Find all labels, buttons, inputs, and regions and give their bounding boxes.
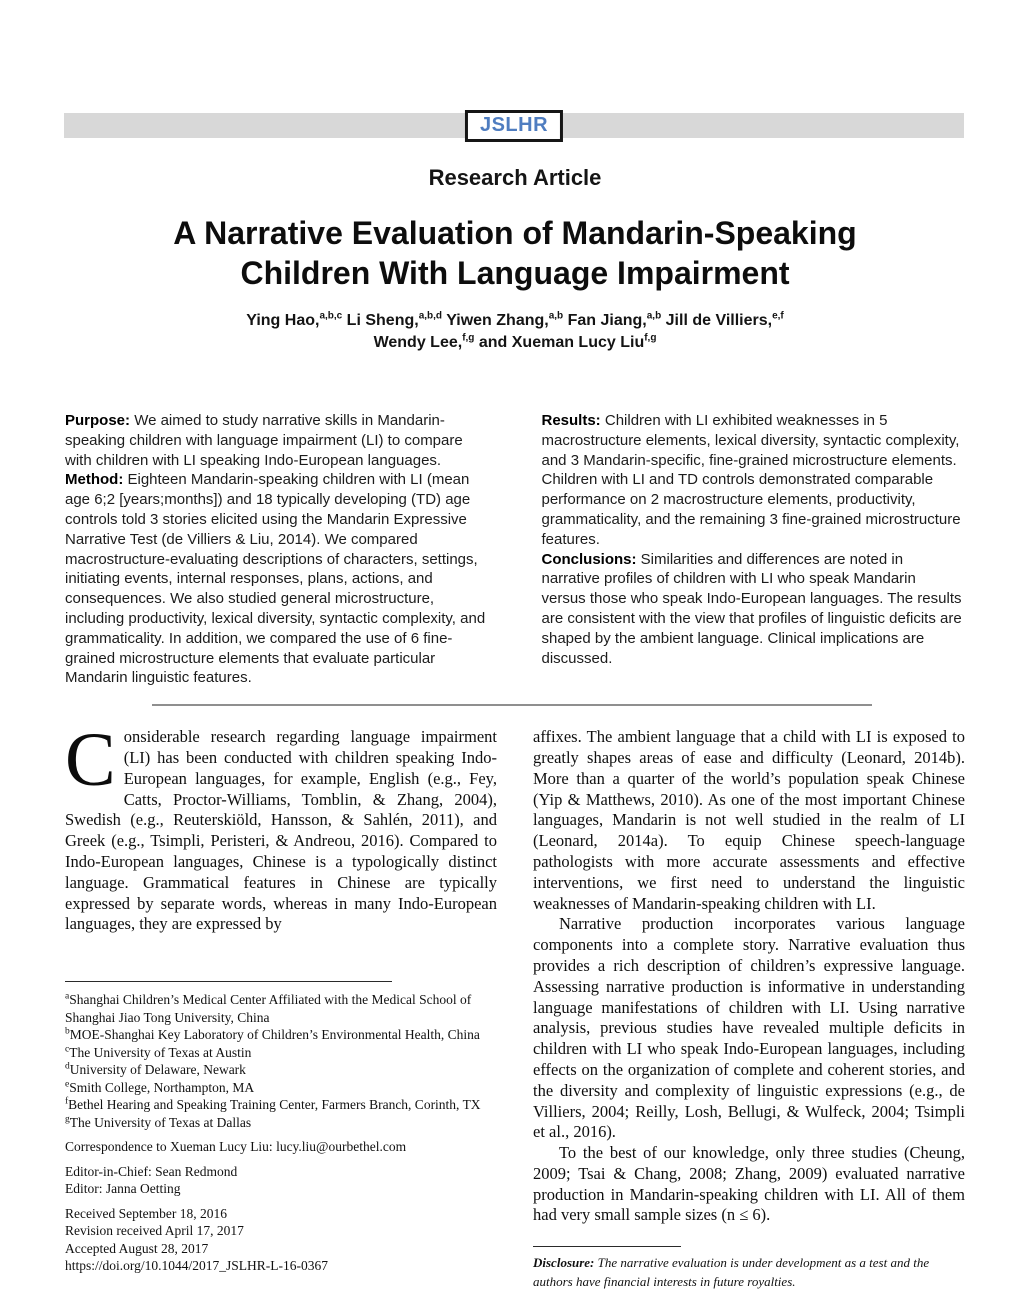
editor-in-chief-line: Editor-in-Chief: Sean Redmond — [65, 1163, 238, 1179]
title-line-2: Children With Language Impairment — [240, 255, 790, 291]
disclosure-note — [533, 1254, 965, 1291]
author-name: Li Sheng, — [342, 312, 419, 329]
author-affiliation-marker: a,b — [548, 310, 564, 322]
affiliation-marker: a — [65, 991, 70, 1002]
editor-line: Editor: Janna Oetting — [65, 1181, 181, 1197]
disclosure-text: The narrative evaluation is under development as a test and the authors have financial interests in future royalties. — [533, 1255, 930, 1289]
abstract-section-label: Conclusions: — [541, 550, 641, 568]
affiliation-item: $^e$Smith College, Northampton, MA — [65, 1079, 255, 1095]
author-name: Yiwen Zhang, — [442, 312, 549, 329]
disclosure-label: Disclosure: — [533, 1255, 595, 1271]
affiliation-marker: b — [65, 1026, 70, 1037]
affiliation-marker: f — [65, 1096, 69, 1107]
body-paragraphs — [533, 727, 965, 1226]
abstract-section-label: Results: — [541, 412, 605, 429]
affiliation-item: $^b$MOE-Shanghai Key Laboratory of Children’s Environmental Health, China — [65, 1026, 480, 1043]
body-paragraph: Narrative production incorporates various language components into a complete story. Narrative evaluation thus provides a rich description of children’s expressive language. Assessing narrative production is informative in understanding language manifestations of children with LI. Using narrative analysis, previous studies have revealed multiple deficits in children with LI who speak Indo-European languages, including effects on the organization of complete and coherent stories, and the diversity and complexity of linguistic expressions (e.g., de Villiers, 2004; Reilly, Losh, Bellugi, & Wulfeck, 2004; Tsimpli et al., 2016). — [533, 914, 965, 1142]
correspondence-line: Correspondence to Xueman Lucy Liu: lucy.liu@ourbethel.com — [65, 1139, 407, 1155]
author-name: Ying Hao, — [246, 312, 320, 329]
body-left-column — [65, 718, 497, 1291]
affiliation-marker: g — [65, 1114, 70, 1125]
abstract-section: Method: Eighteen Mandarin-speaking children with LI (mean age 6;2 [years;months]) and 18 typically developing (TD) age controls told 3 stories elicited using the Mandarin Expressive Narrative Test (de Villiers & Liu, 2014). We compared macrostructure-evaluating descriptions of characters, settings, initiating events, internal responses, plans, actions, and consequences. We also studied general microstructure, including productivity, lexical diversity, syntactic complexity, and grammaticality. In addition, we compared the use of 6 fine-grained microstructure elements that evaluate particular Mandarin linguistic features. — [65, 471, 486, 687]
disclosure-rule — [533, 1246, 681, 1247]
correspondence-note — [65, 1138, 497, 1156]
author-line-2 — [0, 332, 1030, 354]
journal-badge: JSLHR — [465, 110, 563, 142]
abstract-section: Results: Children with LI exhibited weaknesses in 5 macrostructure elements, lexical diversity, syntactic complexity, and 3 Mandarin-specific, fine-grained microstructure elements. Children with LI and TD controls demonstrated comparable performance on 2 macrostructure elements, productivity, grammaticality, and the remaining 3 fine-grained microstructure features. — [541, 412, 961, 548]
doi-link: https://doi.org/10.1044/2017_JSLHR-L-16-0367 — [65, 1258, 329, 1274]
article-history — [65, 1205, 497, 1275]
affiliation-item: $^f$Bethel Hearing and Speaking Training Center, Farmers Branch, Corinth, TX — [65, 1096, 481, 1113]
received-date: Received September 18, 2016 — [65, 1205, 227, 1221]
author-name: Fan Jiang, — [563, 312, 647, 329]
body-right-column — [533, 727, 965, 1291]
abstract-section-label: Method: — [65, 471, 128, 489]
footnote-rule — [65, 981, 392, 982]
article-type-label: Research Article — [428, 165, 602, 190]
author-affiliation-marker: a,b,d — [418, 310, 443, 322]
author-affiliation-marker: f,g — [462, 332, 475, 344]
abstract — [65, 411, 964, 688]
affiliation-marker: d — [65, 1061, 70, 1072]
abstract-section-label: Purpose: — [65, 412, 135, 429]
abstract-section: Purpose: We aimed to study narrative skills in Mandarin-speaking children with language impairment (LI) to compare with children with LI speaking Indo-European languages. — [65, 412, 463, 469]
drop-cap: C — [65, 718, 116, 803]
author-name: Wendy Lee, — [373, 334, 463, 351]
affiliation-item: $^g$The University of Texas at Dallas — [65, 1114, 252, 1130]
affiliation-marker: c — [65, 1044, 70, 1055]
section-divider-rule — [152, 704, 872, 706]
abstract-right-column — [542, 411, 965, 688]
affiliation-item: $^c$The University of Texas at Austin — [65, 1044, 252, 1060]
author-affiliation-marker: e,f — [772, 310, 784, 322]
author-name: Jill de Villiers, — [661, 312, 773, 329]
author-affiliation-marker: a,b — [646, 310, 662, 322]
page-title — [60, 213, 970, 293]
title-line-1: A Narrative Evaluation of Mandarin-Speaking — [173, 215, 857, 251]
affiliation-item: $^d$University of Delaware, Newark — [65, 1061, 246, 1078]
body-text — [65, 718, 965, 1291]
editor-notes — [65, 1163, 497, 1198]
accepted-date: Accepted August 28, 2017 — [65, 1240, 209, 1256]
affiliation-marker: e — [65, 1079, 70, 1090]
body-paragraph: To the best of our knowledge, only three studies (Cheung, 2009; Tsai & Chang, 2008; Zhang, 2009) evaluated narrative production in Mandarin-speaking children with LI. All of them had very small sample sizes (n ≤ 6). — [533, 1143, 965, 1225]
journal-header-bar — [64, 113, 964, 138]
author-byline — [0, 310, 1030, 354]
author-name: and Xueman Lucy Liu — [474, 334, 645, 351]
body-paragraph: Considerable research regarding language impairment (LI) has been conducted with children speaking Indo-European languages, for example, English (e.g., Fey, Catts, Proctor-Williams, Tomblin, & Zhang, 2004), Swedish (e.g., Reuterskiöld, Hansson, & Sahlén, 2011), and Greek (e.g., Tsimpli, Peristeri, & Andreou, 2016). Compared to Indo-European languages, Chinese is a typologically distinct language. Grammatical features in Chinese are typically expressed by separate words, whereas in many Indo-European languages, they are expressed by — [65, 718, 497, 934]
abstract-left-column — [65, 411, 488, 688]
author-affiliation-marker: f,g — [644, 332, 657, 344]
author-affiliation-marker: a,b,c — [319, 310, 343, 322]
revision-date: Revision received April 17, 2017 — [65, 1223, 244, 1239]
affiliation-item: $^a$Shanghai Children’s Medical Center Affiliated with the Medical School of Shanghai Jiao Tong University, China — [65, 991, 472, 1025]
body-paragraph: affixes. The ambient language that a child with LI is exposed to greatly shapes areas of ease and difficulty (Leonard, 2014b). More than a quarter of the world’s population speak Chinese (Yip & Matthews, 2010). As one of the most important Chinese languages, Mandarin is not well studied in the realm of LI (Leonard, 2014a). To equip Chinese speech-language pathologists with more accurate assessments and effective interventions, we first need to understand the linguistic weaknesses of Mandarin-speaking children with LI. — [533, 727, 965, 913]
affiliations-list — [65, 991, 497, 1131]
author-line-1 — [0, 310, 1030, 332]
abstract-section: Conclusions: Similarities and differences are noted in narrative profiles of children with LI who speak Mandarin versus those who speak Indo-European languages. The results are consistent with the view that profiles of linguistic deficits are shaped by the ambient language. Clinical implications are discussed. — [541, 550, 962, 667]
